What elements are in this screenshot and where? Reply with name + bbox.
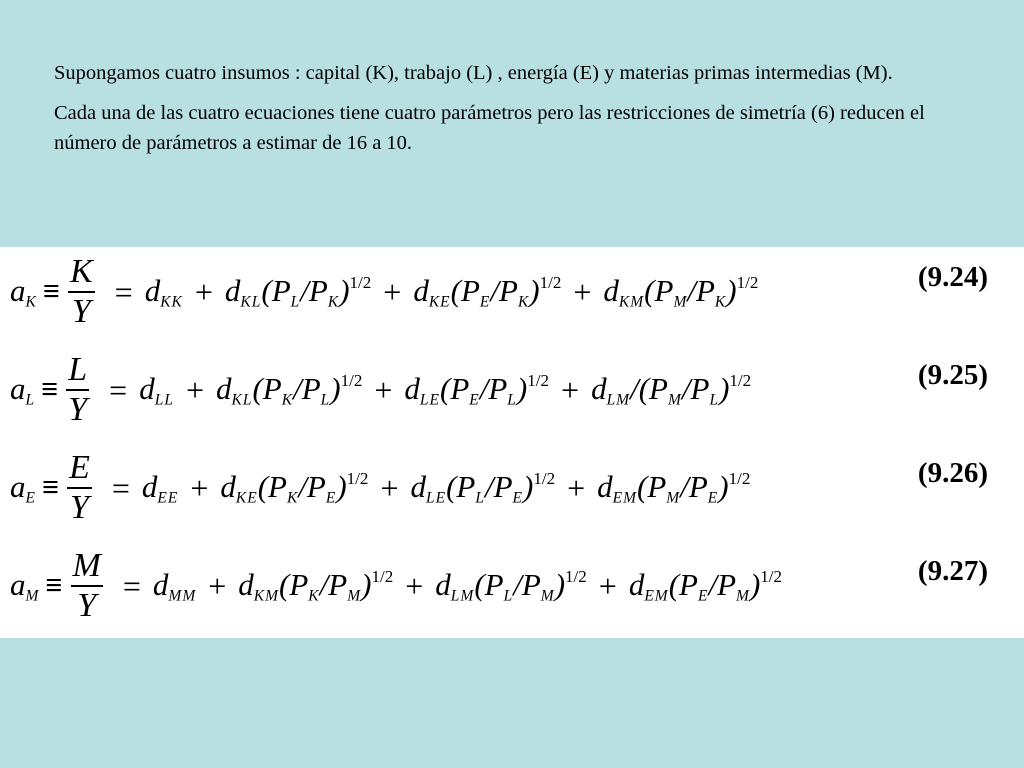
math-glyph: LE [419, 391, 440, 409]
equals-sign: = [109, 371, 128, 408]
plus-sign: + [405, 567, 424, 604]
math-glyph: /P [708, 566, 737, 602]
math-glyph: E [469, 391, 480, 409]
math-glyph: a [10, 468, 26, 504]
intro-text [54, 58, 954, 168]
math-glyph: /P [298, 468, 326, 504]
equals-sign: = [122, 567, 141, 604]
math-glyph: K [308, 587, 320, 605]
math-glyph: (P [440, 370, 470, 406]
math-glyph: ) [719, 370, 730, 406]
equation-number: (9.25) [917, 359, 988, 391]
math-glyph: ) [726, 272, 737, 308]
math-glyph: (P [261, 272, 291, 308]
math-glyph: (P [637, 468, 667, 504]
lhs-symbol [10, 469, 36, 507]
lhs-symbol [10, 371, 35, 409]
term-4 [629, 567, 782, 605]
math-glyph: d [435, 566, 451, 602]
math-glyph: d [603, 272, 619, 308]
term-4 [603, 273, 758, 311]
math-glyph: /P [484, 468, 513, 504]
math-glyph: d [413, 272, 429, 308]
math-glyph: ) [516, 370, 528, 406]
math-glyph: K [714, 293, 727, 311]
math-glyph: EM [644, 587, 669, 605]
term-3 [410, 469, 555, 507]
fraction-numerator: M [72, 547, 101, 584]
equation-number: (9.27) [917, 555, 988, 587]
math-glyph: 1/2 [565, 567, 587, 586]
math-glyph: M [666, 489, 681, 507]
identity-sign: ≡ [41, 373, 59, 406]
math-glyph: d [216, 370, 232, 406]
math-glyph: 1/2 [736, 273, 759, 292]
fraction-denominator: Y [71, 293, 91, 330]
math-glyph: 1/2 [349, 273, 372, 292]
math-glyph: (P [668, 566, 698, 602]
math-glyph: 1/2 [340, 371, 363, 390]
math-glyph: EE [157, 489, 179, 507]
math-glyph: 1/2 [371, 567, 394, 586]
term-1 [153, 567, 196, 605]
math-glyph: LL [154, 391, 174, 409]
plus-sign: + [380, 469, 399, 506]
fraction [66, 353, 89, 427]
math-glyph: K [281, 391, 294, 409]
equation-row-4 [10, 541, 1014, 631]
equation-math [10, 247, 758, 337]
math-glyph: d [591, 370, 607, 406]
math-glyph: M [347, 587, 362, 605]
math-glyph: /P [680, 468, 708, 504]
math-glyph: (P [279, 566, 309, 602]
plus-sign: + [573, 273, 592, 310]
math-glyph: K [286, 489, 299, 507]
math-glyph: ) [749, 566, 761, 602]
math-glyph: EM [612, 489, 638, 507]
fraction-numerator: K [69, 253, 93, 290]
math-glyph: L [503, 587, 514, 605]
math-glyph: KK [160, 293, 183, 311]
term-1 [142, 469, 178, 507]
math-glyph: KE [428, 293, 451, 311]
fraction [71, 549, 103, 623]
term-4 [597, 469, 750, 507]
math-glyph: (P [644, 272, 674, 308]
equation-number: (9.24) [917, 261, 988, 293]
fraction [67, 451, 92, 525]
math-glyph: 1/2 [729, 371, 752, 390]
plus-sign: + [383, 273, 402, 310]
math-glyph: d [224, 272, 241, 308]
math-glyph: /P [300, 272, 328, 308]
lhs-symbol [10, 273, 37, 311]
fraction-denominator: Y [77, 587, 97, 624]
math-glyph: d [139, 370, 155, 406]
math-glyph: d [220, 468, 236, 504]
plus-sign: + [185, 371, 204, 408]
math-glyph: d [144, 272, 161, 308]
math-glyph: KM [253, 587, 280, 605]
math-glyph: (P [474, 566, 504, 602]
math-glyph: L [25, 391, 36, 409]
math-glyph: (P [252, 370, 282, 406]
math-glyph: E [512, 489, 523, 507]
term-2 [216, 371, 362, 409]
identity-sign: ≡ [45, 569, 63, 602]
plus-sign: + [567, 469, 586, 506]
math-glyph: 1/2 [539, 273, 562, 292]
math-glyph: K [517, 293, 530, 311]
math-glyph: a [10, 272, 26, 308]
math-glyph: 1/2 [760, 567, 783, 586]
math-glyph: /P [293, 370, 321, 406]
math-glyph: L [475, 489, 485, 507]
math-glyph: L [709, 391, 720, 409]
math-glyph: 1/2 [346, 469, 369, 488]
math-glyph: ) [336, 468, 347, 504]
term-1 [139, 371, 174, 409]
math-glyph: ) [718, 468, 729, 504]
math-glyph: KL [231, 391, 253, 409]
math-glyph: d [238, 566, 254, 602]
math-glyph: E [697, 587, 709, 605]
math-glyph: ) [339, 272, 350, 308]
equals-sign: = [111, 469, 130, 506]
math-glyph: (P [446, 468, 476, 504]
math-glyph: a [10, 370, 26, 406]
math-glyph: d [597, 468, 613, 504]
math-glyph: L [290, 293, 301, 311]
math-glyph: d [628, 566, 645, 602]
math-glyph: E [479, 293, 491, 311]
math-glyph: M [673, 293, 688, 311]
math-glyph: (P [450, 272, 480, 308]
equation-row-3 [10, 443, 1014, 533]
math-glyph: (P [257, 468, 287, 504]
equation-number: (9.26) [917, 457, 988, 489]
term-2 [225, 273, 371, 311]
math-glyph: /(P [630, 370, 668, 406]
math-glyph: KM [618, 293, 645, 311]
math-glyph: L [320, 391, 331, 409]
lhs-symbol [10, 567, 39, 605]
fraction-denominator: Y [68, 391, 88, 428]
term-3 [404, 371, 549, 409]
math-glyph: /P [513, 566, 541, 602]
math-glyph: KL [240, 293, 262, 311]
math-glyph: /P [490, 272, 518, 308]
math-glyph: LE [425, 489, 447, 507]
math-glyph: M [736, 587, 750, 605]
math-glyph: ) [529, 272, 540, 308]
math-glyph: E [325, 489, 337, 507]
equation-math [10, 443, 750, 533]
math-glyph: M [25, 587, 40, 605]
term-4 [591, 371, 751, 409]
math-glyph: LM [450, 587, 475, 605]
term-2 [238, 567, 393, 605]
math-glyph: /P [479, 370, 508, 406]
math-glyph: ) [361, 566, 372, 602]
math-glyph: M [540, 587, 555, 605]
equation-math [10, 541, 782, 631]
equals-sign: = [114, 273, 133, 310]
intro-paragraph-2: Cada una de las cuatro ecuaciones tiene cuatro parámetros pero las restricciones de simetría (6) reducen el número de parámetros a estimar de 16 a 10. [54, 102, 925, 154]
term-3 [413, 273, 561, 311]
math-glyph: /P [681, 370, 710, 406]
plus-sign: + [374, 371, 393, 408]
plus-sign: + [598, 567, 617, 604]
equation-row-1 [10, 247, 1014, 337]
plus-sign: + [194, 273, 213, 310]
identity-sign: ≡ [41, 471, 60, 504]
equation-row-2 [10, 345, 1014, 435]
math-glyph: ) [330, 370, 341, 406]
plus-sign: + [561, 371, 580, 408]
math-glyph: M [667, 391, 682, 409]
math-glyph: ) [554, 566, 566, 602]
math-glyph: L [507, 391, 517, 409]
math-glyph: K [25, 293, 37, 311]
equation-math [10, 345, 751, 435]
fraction-numerator: L [68, 351, 88, 388]
term-3 [435, 567, 587, 605]
term-1 [145, 273, 183, 311]
math-glyph: 1/2 [527, 371, 550, 390]
math-glyph: 1/2 [728, 469, 751, 488]
math-glyph: /P [319, 566, 348, 602]
term-2 [220, 469, 368, 507]
math-glyph: d [152, 566, 169, 602]
math-glyph: 1/2 [533, 469, 556, 488]
plus-sign: + [208, 567, 227, 604]
intro-paragraph-1: Supongamos cuatro insumos : capital (K), trabajo (L) , energía (E) y materias primas intermedias (M). [54, 62, 893, 84]
math-glyph: MM [168, 587, 197, 605]
fraction-numerator: E [69, 449, 90, 486]
math-glyph: /P [687, 272, 715, 308]
identity-sign: ≡ [42, 275, 60, 308]
math-glyph: K [327, 293, 340, 311]
math-glyph: d [141, 468, 158, 504]
plus-sign: + [190, 469, 209, 506]
math-glyph: d [404, 370, 420, 406]
fraction [68, 255, 95, 329]
math-glyph: LM [606, 391, 631, 409]
math-glyph: E [707, 489, 719, 507]
math-glyph: d [410, 468, 426, 504]
math-glyph: E [25, 489, 36, 507]
math-glyph: KE [235, 489, 258, 507]
equation-panel [0, 247, 1024, 638]
math-glyph: a [10, 566, 26, 602]
math-glyph: ) [523, 468, 534, 504]
fraction-denominator: Y [70, 489, 89, 526]
